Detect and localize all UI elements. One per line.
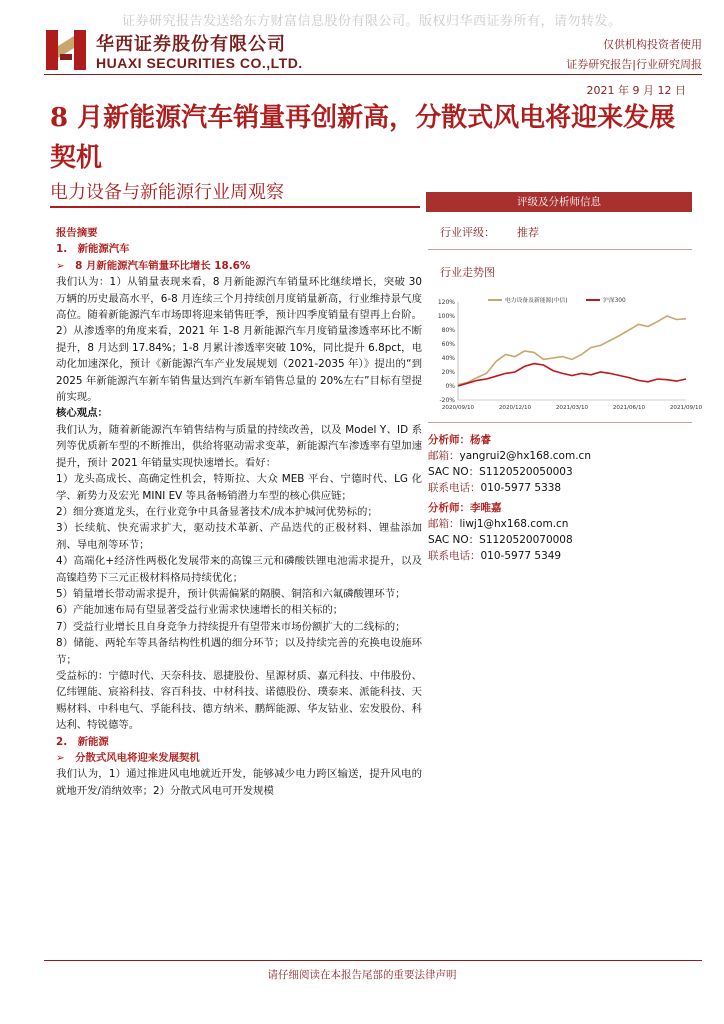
x-tick-label: 2020/12/10 xyxy=(498,405,532,411)
analyst-email[interactable]: yangrui2@hx168.com.cn xyxy=(459,450,591,462)
section1-heading: 1. 新能源汽车 xyxy=(56,243,130,256)
analyst-sac: S1120520050003 xyxy=(479,466,573,478)
core-item: 8）储能、两轮车等具备结构性机遇的细分环节；以及持续完善的充换电设施环节； xyxy=(56,637,422,666)
company-logo xyxy=(44,26,334,74)
trend-chart-title: 行业走势图 xyxy=(440,266,495,279)
analyst-label: 分析师： xyxy=(428,502,470,514)
analyst-block-1 xyxy=(428,432,698,496)
arrow-bullet-icon: ➢ xyxy=(56,259,65,272)
analyst-name: 李唯嘉 xyxy=(470,502,502,514)
legend-label: 沪深300 xyxy=(603,298,626,304)
chart-divider xyxy=(428,422,692,423)
rating-divider xyxy=(428,249,692,250)
core-heading: 核心观点： xyxy=(56,407,108,420)
huaxi-logo-icon xyxy=(44,26,88,72)
legend-label: 电力设备及新能源(中信) xyxy=(505,298,568,304)
y-tick-label: 120% xyxy=(437,299,455,306)
rating-panel-header: 评级及分析师信息 xyxy=(426,192,692,212)
beneficiaries: 受益标的：宁德时代、天奈科技、恩捷股份、星源材质、嘉元科技、中伟股份、亿纬锂能、宸裕科技、容百科技、中材科技、诺德股份、璞泰来、派能科技、天赐材料、中科电气、孚能科技、德方纳米、鹏辉能源、华友钴业、宏发股份、科达利、特锐德等。 xyxy=(56,669,422,732)
analyst-sac: S1120520070008 xyxy=(479,534,573,546)
industry-trend-chart xyxy=(428,292,703,418)
legal-footer: 请仔细阅读在本报告尾部的重要法律声明 xyxy=(267,969,457,981)
summary-heading: 报告摘要 xyxy=(56,227,98,239)
analyst-name: 杨睿 xyxy=(470,434,491,446)
audience-note: 仅供机构投资者使用 xyxy=(603,38,702,51)
email-label: 邮箱： xyxy=(428,518,460,530)
y-tick-label: 0% xyxy=(445,383,455,390)
y-tick-label: 80% xyxy=(441,327,455,334)
y-tick-label: -20% xyxy=(439,397,455,404)
phone-label: 联系电话： xyxy=(428,482,481,494)
core-item: 2）细分赛道龙头，在行业竞争中具备显著技术/成本护城河优势标的； xyxy=(56,505,378,518)
report-title: 8 月新能源汽车销量再创新高，分散式风电将迎来发展契机 xyxy=(50,103,676,173)
analyst-phone: 010-5977 5338 xyxy=(480,482,562,494)
core-paragraph: 我们认为，随着新能源汽车销售结构与质量的持续改善，以及 Model Y、ID 系列等优质新车型的不断推出，供给将驱动需求变革，新能源汽车渗透率有望加速提升，预计 2021 年销量实现快速增长。看好： xyxy=(56,423,422,469)
rating-value: 推荐 xyxy=(517,226,539,239)
core-item: 6）产能加速布局有望显著受益行业需求快速增长的相关标的； xyxy=(56,604,344,617)
series-line-0 xyxy=(458,316,686,385)
analyst-email[interactable]: liwj1@hx168.com.cn xyxy=(459,518,569,530)
analyst-block-2 xyxy=(428,500,698,564)
analyst-phone: 010-5977 5349 xyxy=(480,550,562,562)
y-tick-label: 100% xyxy=(437,313,455,320)
core-item: 1）龙头高成长、高确定性机会，特斯拉、大众 MEB 平台、宁德时代、LG 化学、新势力及宏光 MINI EV 等具备畅销潜力车型的核心供应链； xyxy=(56,473,422,502)
arrow-bullet-icon: ➢ xyxy=(56,752,65,764)
y-tick-label: 20% xyxy=(441,369,455,376)
x-tick-label: 2021/06/10 xyxy=(612,405,646,411)
rating-label: 行业评级： xyxy=(440,226,495,239)
report-type: 证券研究报告|行业研究周报 xyxy=(566,58,702,71)
footer-divider xyxy=(44,960,702,961)
section1-paragraph: 我们认为：1）从销量表现来看，8 月新能源汽车销量环比继续增长，突破 30 万辆的历史最高水平，6-8 月连续三个月持续创月度销量新高，行业维持景气度高位。随着新能源汽车市场即将迎来销售旺季，预计四季度销量有望再上台阶。2）从渗透率的角度来看，2021 年 1-8 月新能源汽车月度销量渗透率环比不断提升，8 月达到 17.84%；1-8 月累计渗透率突破 10%，同比提升 6.8pct，电动化加速深化，预计《新能源汽车产业发展规划（2021-2035 年）》提出的“到 2025 年新能源汽车新车销售量达到汽车新车销售总量的 20%左右”目标有望提前实现。 xyxy=(56,276,422,404)
section2-bullet-text: 分散式风电将迎来发展契机 xyxy=(75,752,200,764)
core-item: 3）长续航、快充需求扩大，驱动技术革新、产品迭代的正极材料、锂盐添加剂、导电剂等环节； xyxy=(56,522,422,551)
report-subtitle: 电力设备与新能源行业周观察 xyxy=(50,182,284,203)
section2-heading: 2. 新能源 xyxy=(56,735,109,748)
report-date: 2021 年 9 月 12 日 xyxy=(586,84,686,97)
x-tick-label: 2021/09/10 xyxy=(669,405,703,411)
sac-label: SAC NO： xyxy=(428,534,480,546)
watermark-text: 证券研究报告发送给东方财富信息股份有限公司。版权归华西证券所有，请勿转发。 xyxy=(122,14,622,29)
core-item: 5）销量增长带动需求提升，预计供需偏紧的隔膜、铜箔和六氟磷酸锂环节； xyxy=(56,587,406,600)
section1-bullet xyxy=(56,258,422,274)
y-tick-label: 60% xyxy=(441,341,455,348)
section1-bullet-text: 8 月新能源汽车销量环比增长 18.6% xyxy=(75,259,251,272)
main-content xyxy=(56,225,422,799)
company-name-cn: 华西证券股份有限公司 xyxy=(96,34,286,55)
email-label: 邮箱： xyxy=(428,450,460,462)
core-item: 4）高端化+经济性两极化发展带来的高镍三元和磷酸铁锂电池需求提升，以及高镍趋势下三元正极材料格局持续优化； xyxy=(56,555,422,584)
sac-label: SAC NO： xyxy=(428,466,480,478)
core-item: 7）受益行业增长且自身竞争力持续提升有望带来市场份额扩大的二线标的； xyxy=(56,620,406,633)
x-tick-label: 2021/03/10 xyxy=(555,405,589,411)
y-tick-label: 40% xyxy=(441,355,455,362)
phone-label: 联系电话： xyxy=(428,550,481,562)
section2-bullet xyxy=(56,750,422,766)
header-divider xyxy=(44,74,702,75)
company-name-en: HUAXI SECURITIES CO.,LTD. xyxy=(96,55,303,71)
analyst-label: 分析师： xyxy=(428,434,470,446)
section2-paragraph: 我们认为，1）通过推进风电地就近开发，能够减少电力跨区输送，提升风电的就地开发/消纳效率；2）分散式风电可开发规模 xyxy=(56,768,422,797)
industry-rating xyxy=(440,224,539,240)
subtitle-divider xyxy=(50,206,420,208)
x-tick-label: 2020/09/10 xyxy=(441,405,475,411)
